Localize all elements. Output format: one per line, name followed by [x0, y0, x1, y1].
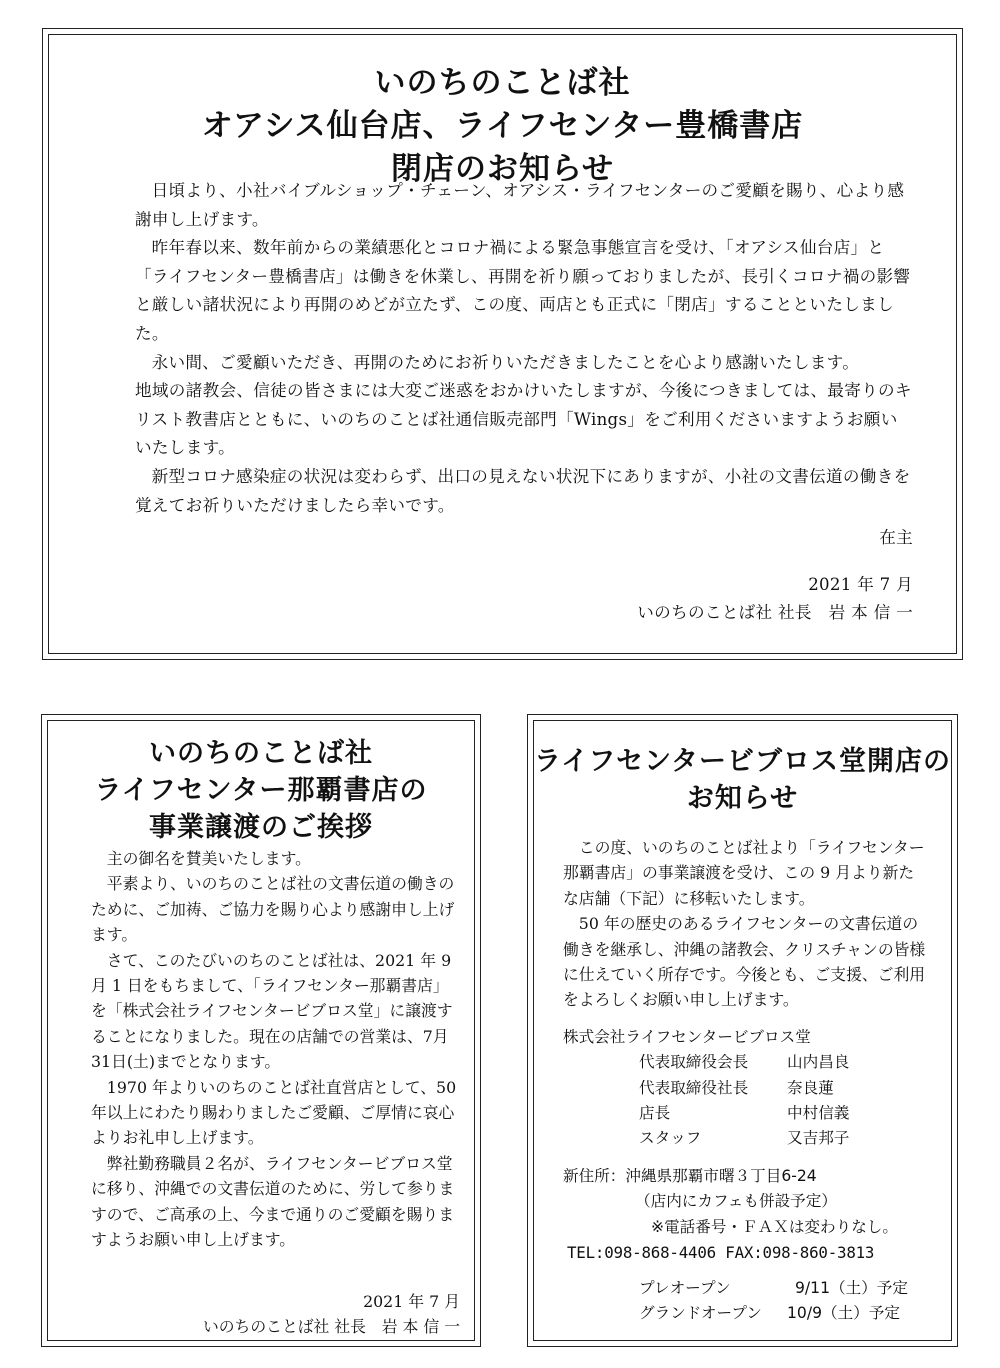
staff-row	[639, 1050, 929, 1075]
closure-paragraph: 永い間、ご愛顧いただき、再開のためにお祈りいただきましたことを心より感謝いたします。	[151, 352, 860, 372]
closure-paragraph: 新型コロナ感染症の状況は変わらず、出口の見えない状況下にありますが、小社の文書伝道の働きを覚えてお祈りいただけましたら幸いです。	[135, 466, 911, 515]
closure-paragraph: 昨年春以来、数年前からの業績悪化とコロナ禍による緊急事態宣言を受け、「オアシス仙台店」と「ライフセンター豊橋書店」は働きを休業し、再開を祈り願っておりましたが、長引くコロナ禍の影響と厳しい諸状況により再開のめどが立たず、この度、両店とも正式に「閉店」することといたしました。	[135, 238, 911, 343]
transfer-paragraph: さて、このたびいのちのことば社は、2021 年 9 月 1 日をもちまして、「ライフセンター那覇書店」を「株式会社ライフセンタービブロス堂」に譲渡することになりました。現在の店舗での営業は、7月31日(土)までとなります。	[91, 950, 453, 1072]
closure-notice	[42, 28, 963, 660]
staff-name: 中村信義	[787, 1104, 850, 1123]
closure-paragraph: 日頃より、小社バイブルショップ・チェーン、オアシス・ライフセンターのご愛顧を賜り、心より感謝申し上げます。	[135, 181, 905, 229]
closure-notice-body	[135, 177, 913, 628]
event-label: グランドオープン	[639, 1303, 762, 1322]
opening-notice-body	[563, 835, 929, 1326]
transfer-paragraph: 1970 年よりいのちのことば社直営店として、50 年以上にわたり賜わりましたご愛顧、ご厚情に哀心よりお礼申し上げます。	[91, 1077, 457, 1148]
event-date: 9/11（土）予定	[795, 1278, 908, 1297]
staff-name: 山内昌良	[787, 1053, 850, 1072]
staff-role: 代表取締役社長	[639, 1078, 749, 1097]
event-list	[639, 1276, 929, 1327]
opening-paragraph: 50 年の歴史のあるライフセンターの文書伝道の働きを継承し、沖縄の諸教会、クリスチャンの皆様に仕えていく所存です。今後とも、ご支援、ご利用をよろしくお願い申し上げます。	[563, 914, 926, 1010]
transfer-title-line: 事業譲渡のご挨拶	[149, 812, 373, 843]
transfer-paragraph: 平素より、いのちのことば社の文書伝道の働きのために、ご加祷、ご協力を賜り心より感謝申し上げます。	[91, 874, 455, 945]
transfer-paragraph: 主の御名を賛美いたします。	[106, 849, 311, 868]
staff-role: スタッフ	[639, 1129, 702, 1148]
event-label: プレオープン	[639, 1278, 731, 1297]
transfer-paragraph: 弊社勤務職員２名が、ライフセンタービブロス堂に移り、沖縄での文書伝道のために、労して参りますので、ご高承の上、今まで通りのご愛顧を賜りますようお願い申し上げます。	[91, 1153, 455, 1250]
opening-notice-title	[528, 743, 957, 817]
closure-paragraph: 地域の諸教会、信徒の皆さまには大変ご迷惑をおかけいたしますが、今後につきましては、最寄りのキリスト教書店とともに、いのちのことば社通信販売部門「Wings」をご利用くださいますようお願いいたします。	[135, 381, 912, 458]
staff-list	[639, 1050, 929, 1152]
opening-notice	[527, 714, 958, 1347]
transfer-title-line: いのちのことば社	[149, 738, 373, 769]
transfer-title-line: ライフセンター那覇書店の	[94, 775, 428, 806]
company-block	[563, 1025, 929, 1326]
transfer-notice	[41, 714, 481, 1347]
staff-name: 又吉邦子	[787, 1129, 850, 1148]
closure-title-line: 閉店のお知らせ	[390, 151, 615, 187]
closure-title-line: オアシス仙台店、ライフセンター豊橋書店	[201, 108, 804, 144]
staff-row	[639, 1126, 929, 1151]
staff-row	[639, 1101, 929, 1126]
transfer-notice-body	[91, 846, 460, 1339]
opening-title-line: ライフセンタービブロス堂開店の	[533, 746, 952, 777]
phone-note: ※電話番号・ＦＡＸは変わりなし。	[651, 1217, 898, 1236]
staff-role: 店長	[639, 1104, 671, 1123]
new-address: 新住所：沖縄県那覇市曙３丁目6-24	[563, 1166, 817, 1185]
closure-date: 2021 年 7 月	[808, 574, 913, 594]
address-note: （店内にカフェも併設予定）	[635, 1192, 837, 1211]
closure-closing: 在主	[879, 528, 913, 548]
closure-signature: いのちのことば社 社長 岩 本 信 一	[637, 603, 913, 623]
event-row	[639, 1301, 929, 1326]
staff-role: 代表取締役会長	[639, 1053, 749, 1072]
transfer-date: 2021 年 7 月	[363, 1291, 460, 1311]
opening-title-line: お知らせ	[686, 783, 799, 814]
event-row	[639, 1276, 929, 1301]
staff-name: 奈良蓮	[787, 1078, 834, 1097]
transfer-signature: いのちのことば社 社長 岩 本 信 一	[202, 1316, 460, 1336]
transfer-notice-title	[42, 735, 480, 846]
closure-title-line: いのちのことば社	[374, 65, 631, 101]
closure-notice-title	[43, 62, 962, 191]
tel-fax: TEL:098-868-4406 FAX:098-860-3813	[567, 1243, 875, 1263]
opening-paragraph: この度、いのちのことば社より「ライフセンター那覇書店」の事業譲渡を受け、この 9 月より新たな店舗（下記）に移転いたします。	[563, 838, 925, 908]
staff-row	[639, 1076, 929, 1101]
event-date: 10/9（土）予定	[787, 1303, 900, 1322]
company-name: 株式会社ライフセンタービブロス堂	[563, 1027, 811, 1046]
